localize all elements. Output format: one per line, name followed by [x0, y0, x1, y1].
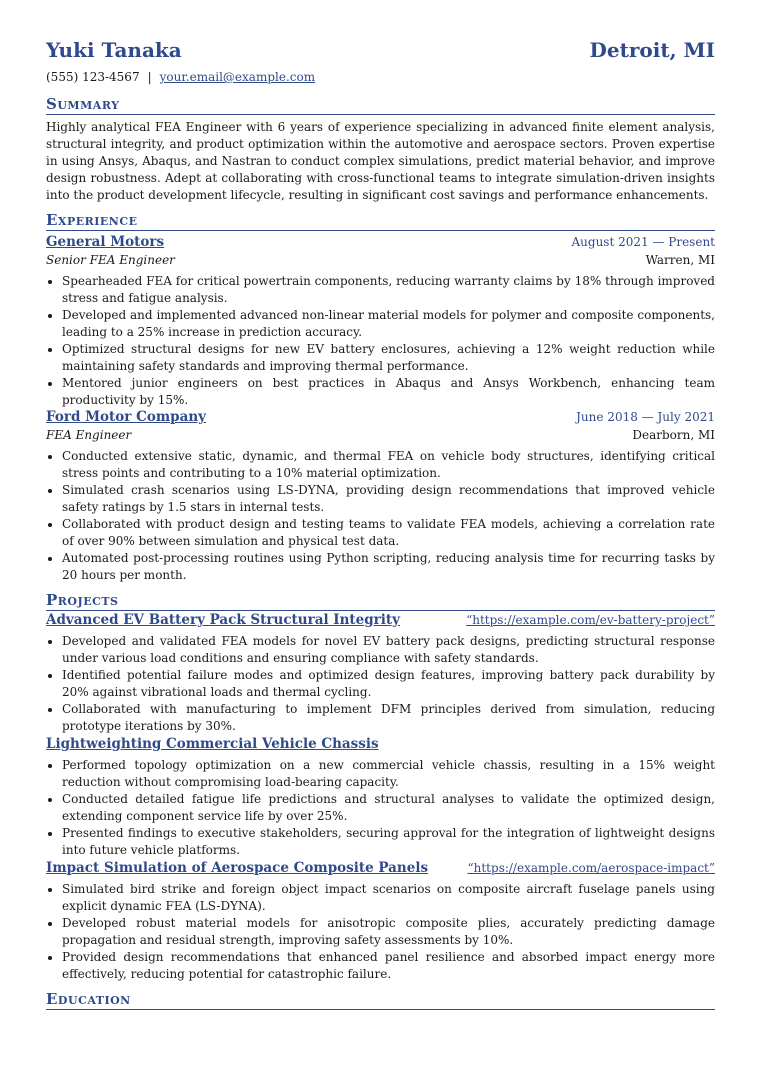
project-entry	[46, 860, 715, 983]
bullet-item: • Conducted extensive static, dynamic, and thermal FEA on vehicle body structures, identifying critical stress points and contributing to a 10% material optimization.	[62, 448, 715, 482]
experience-bullets	[46, 448, 715, 584]
bullet-item: • Collaborated with product design and testing teams to validate FEA models, achieving a correlation rate of over 90% between simulation and physical test data.	[62, 516, 715, 550]
project-title-link[interactable]: Impact Simulation of Aerospace Composite Panels	[46, 860, 429, 876]
bullet-item: • Conducted detailed fatigue life predictions and structural analyses to validate the optimized design, extending component service life by over 25%.	[62, 791, 715, 825]
employment-dates: August 2021 — Present	[571, 235, 715, 249]
bullet-item: • Mentored junior engineers on best practices in Abaqus and Ansys Workbench, enhancing team productivity by 15%.	[62, 375, 715, 409]
project-bullets	[46, 881, 715, 983]
candidate-name: Yuki Tanaka	[46, 38, 182, 62]
experience-bullets	[46, 273, 715, 409]
bullet-item: • Spearheaded FEA for critical powertrain components, reducing warranty claims by 18% through improved stress and fatigue analysis.	[62, 273, 715, 307]
summary-text: Highly analytical FEA Engineer with 6 years of experience specializing in advanced finite element analysis, structural integrity, and product optimization within the automotive and aerospace sectors. Proven expertise in using Ansys, Abaqus, and Nastran to conduct complex simulations, predict material behavior, and improve design robustness. Adept at collaborating with cross-functional teams to integrate simulation-driven insights into the product development lifecycle, resulting in significant cost savings and performance enhancements.	[46, 120, 715, 202]
bullet-item: • Developed robust material models for anisotropic composite plies, accurately predicting damage propagation and residual strength, improving safety assessments by 10%.	[62, 915, 715, 949]
resume-header	[46, 38, 715, 68]
project-entry	[46, 612, 715, 735]
project-title-link[interactable]: Advanced EV Battery Pack Structural Integrity	[46, 612, 401, 628]
job-title: Senior FEA Engineer	[46, 253, 175, 267]
employment-dates: June 2018 — July 2021	[576, 410, 715, 424]
education-heading: Education	[46, 990, 715, 1010]
email-link[interactable]: your.email@example.com	[159, 70, 316, 84]
candidate-location: Detroit, MI	[589, 38, 715, 62]
bullet-item: • Provided design recommendations that enhanced panel resilience and absorbed impact energy more effectively, reducing potential for catastrophic failure.	[62, 949, 715, 983]
bullet-item: • Simulated crash scenarios using LS-DYNA, providing design recommendations that improved vehicle safety ratings by 1.5 stars in internal tests.	[62, 482, 715, 516]
resume-page	[46, 38, 715, 1010]
bullet-item: • Collaborated with manufacturing to implement DFM principles derived from simulation, reducing prototype iterations by 30%.	[62, 701, 715, 735]
job-title: FEA Engineer	[46, 428, 132, 442]
summary-heading: Summary	[46, 95, 715, 115]
projects-heading: Projects	[46, 591, 715, 611]
contact-separator: |	[147, 70, 152, 84]
bullet-item: • Presented findings to executive stakeholders, securing approval for the integration of lightweight designs into future vehicle platforms.	[62, 825, 715, 859]
experience-entry	[46, 409, 715, 584]
bullet-item: • Optimized structural designs for new EV battery enclosures, achieving a 12% weight reduction while maintaining safety standards and improving thermal performance.	[62, 341, 715, 375]
phone-number: (555) 123-4567	[46, 70, 140, 84]
job-location: Warren, MI	[645, 253, 715, 267]
project-bullets	[46, 757, 715, 859]
bullet-item: • Identified potential failure modes and optimized design features, improving battery pack durability by 20% against vibrational loads and thermal cycling.	[62, 667, 715, 701]
bullet-item: • Performed topology optimization on a new commercial vehicle chassis, resulting in a 15% weight reduction without compromising load-bearing capacity.	[62, 757, 715, 791]
project-bullets	[46, 633, 715, 735]
project-title-link[interactable]: Lightweighting Commercial Vehicle Chassis	[46, 736, 379, 752]
bullet-item: • Developed and validated FEA models for novel EV battery pack designs, predicting structural response under various load conditions and ensuring compliance with safety standards.	[62, 633, 715, 667]
experience-heading: Experience	[46, 211, 715, 231]
contact-line	[46, 70, 715, 88]
experience-entry	[46, 234, 715, 409]
project-entry	[46, 736, 715, 859]
job-location: Dearborn, MI	[632, 428, 715, 442]
company-link[interactable]: Ford Motor Company	[46, 409, 206, 425]
project-url-link[interactable]: “https://example.com/aerospace-impact”	[467, 861, 715, 875]
bullet-item: • Simulated bird strike and foreign object impact scenarios on composite aircraft fuselage panels using explicit dynamic FEA (LS-DYNA).	[62, 881, 715, 915]
bullet-item: • Developed and implemented advanced non-linear material models for polymer and composite components, leading to a 25% increase in prediction accuracy.	[62, 307, 715, 341]
project-url-link[interactable]: “https://example.com/ev-battery-project”	[466, 613, 715, 627]
company-link[interactable]: General Motors	[46, 234, 165, 250]
bullet-item: • Automated post-processing routines using Python scripting, reducing analysis time for recurring tasks by 20 hours per month.	[62, 550, 715, 584]
